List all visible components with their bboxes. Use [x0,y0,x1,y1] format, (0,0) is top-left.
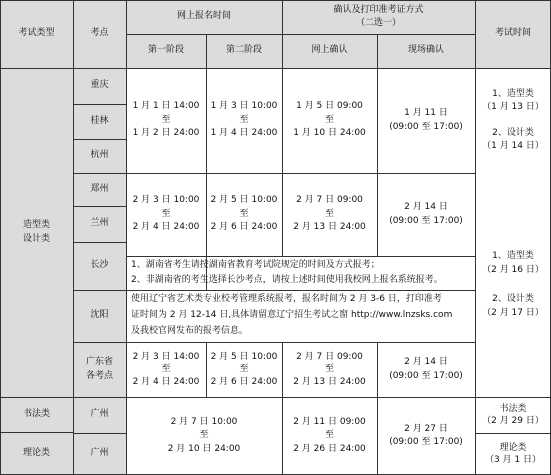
header-stage1: 第一阶段 [147,45,184,56]
g1-stage2-time: 1 月 3 日 10:00 至 1 月 4 日 24:00 [210,101,278,139]
header-exam-site: 考点 [90,28,109,39]
header-online-confirm: 网上确认 [311,45,348,56]
site-lanzhou: 兰州 [90,218,109,229]
g3-registration-time: 2 月 7 日 10:00 至 2 月 10 日 24:00 [167,416,241,454]
header-online-registration: 网上报名时间 [176,11,231,22]
g3-online-confirm-time: 2 月 11 日 09:00 至 2 月 26 日 24:00 [293,416,366,454]
gd-site-confirm-time: 2 月 14 日 (09:00 至 17:00) [389,357,463,381]
type-design: 造型类 设计类 [22,220,50,244]
site-chongqing: 重庆 [90,80,109,91]
header-exam-type: 考试类型 [18,28,55,39]
g2-stage1-time: 2 月 3 日 10:00 至 2 月 4 日 24:00 [132,195,200,233]
g1-exam-time: 1、造型类 （1 月 13 日） 2、设计类 （1 月 14 日） [482,88,544,151]
gd-stage2-time: 2 月 5 日 10:00 至 2 月 6 日 24:00 [210,352,278,387]
changsha-note: 1、湖南省考生请按湖南省教育考试院规定的时间及方式报考； 2、非湖南省的考生选择长沙考点，请按上述时间使用我校网上报名系统报考。 [131,260,443,286]
g3-site-confirm-time: 2 月 27 日 (09:00 至 17:00) [389,423,463,447]
site-guangzhou-theory: 广州 [90,448,109,459]
site-hangzhou: 杭州 [90,150,109,161]
g2-online-confirm-time: 2 月 7 日 09:00 至 2 月 13 日 24:00 [293,195,366,233]
g3-exam-calligraphy: 书法类 （2 月 29 日） [482,403,544,426]
g1-stage1-time: 1 月 1 日 14:00 至 1 月 2 日 24:00 [132,101,200,139]
site-guangdong: 广东省 各考点 [85,357,113,381]
site-shenyang: 沈阳 [90,310,109,321]
header-exam-time: 考试时间 [494,28,531,39]
type-calligraphy: 书法类 [22,408,50,419]
g2-site-confirm-time: 2 月 14 日 (09:00 至 17:00) [389,202,463,226]
g3-exam-theory: 理论类 （3 月 1 日） [484,442,542,465]
g2-stage2-time: 2 月 5 日 10:00 至 2 月 6 日 24:00 [210,195,278,233]
header-confirm-print: 确认及打印准考证方式 （二选一） [333,5,424,28]
g2-exam-time: 1、造型类 （2 月 16 日） 2、设计类 （2 月 17 日） [482,251,544,318]
shenyang-note: 使用辽宁省艺术类专业校考管理系统报考，报名时间为 2 月 3-6 日，打印准考 证时间为 2 月 12-14 日,具体请留意辽宁招生考试之窗 http://www.lnzsks.com 及我校官网发布的报考信息。 [131,294,453,336]
header-site-confirm: 现场确认 [407,45,444,56]
gd-online-confirm-time: 2 月 7 日 09:00 至 2 月 13 日 24:00 [293,352,366,387]
site-guangzhou-calligraphy: 广州 [90,409,109,420]
site-guilin: 桂林 [90,115,109,126]
g1-site-confirm-time: 1 月 11 日 (09:00 至 17:00) [389,108,463,132]
site-changsha: 长沙 [90,260,109,271]
g1-online-confirm-time: 1 月 5 日 09:00 至 1 月 10 日 24:00 [293,101,366,139]
header-stage2: 第二阶段 [225,45,262,56]
type-theory: 理论类 [22,447,50,458]
site-zhengzhou: 郑州 [90,183,109,194]
gd-stage1-time: 2 月 3 日 14:00 至 2 月 4 日 24:00 [132,352,200,387]
